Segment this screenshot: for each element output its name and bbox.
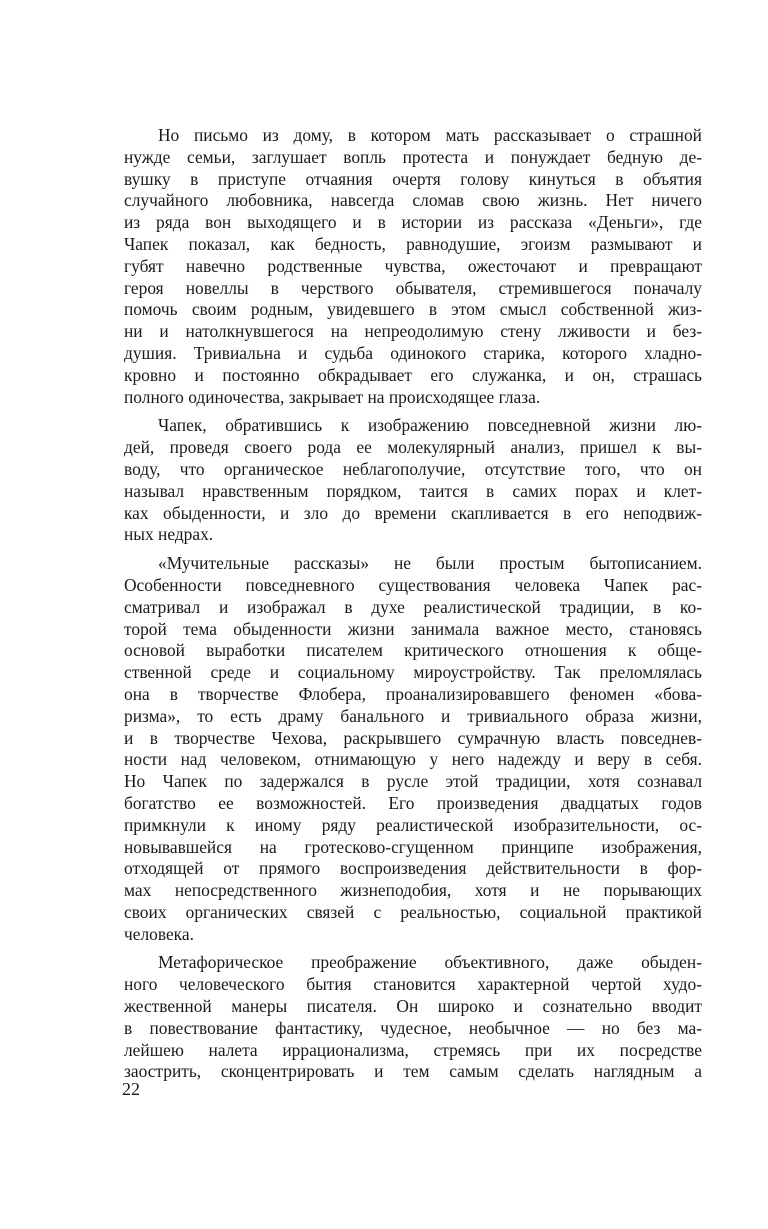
text-line: ках обыденности, и зло до времени скапливается в его неподвиж- <box>124 502 702 523</box>
text-line: и в творчестве Чехова, раскрывшего сумрачную власть повседнев- <box>124 727 702 748</box>
paragraph <box>124 553 702 945</box>
text-line: Но письмо из дому, в котором мать рассказывает о страшной <box>158 125 702 145</box>
text-line: помочь своим родным, увидевшего в этом смысл собственной жиз- <box>124 299 702 320</box>
text-line: ных недрах. <box>124 524 214 545</box>
text-line: отходящей от прямого воспроизведения действительности в фор- <box>124 858 702 879</box>
text-line: «Мучительные рассказы» не были простым бытописанием. <box>158 553 702 574</box>
text-line: ного человеческого бытия становится характерной чертой худо- <box>124 974 702 995</box>
text-line: Но Чапек по задержался в русле этой традиции, хотя сознавал <box>124 771 702 792</box>
text-line: воду, что органическое неблагополучие, отсутствие того, что он <box>124 458 702 479</box>
text-line: Особенности повседневного существования человека Чапек рас- <box>124 574 702 595</box>
text-line: ни и натолкнувшегося на непреодолимую стену лживости и без- <box>124 321 702 342</box>
paragraph <box>124 415 702 546</box>
text-line: новывавшейся на гротесково-сгущенном принципе изображения, <box>124 836 702 857</box>
text-line: заострить, сконцентрировать и тем самым сделать наглядным а <box>124 1061 702 1082</box>
text-line: называл нравственным порядком, таится в самих порах и клет- <box>124 480 702 501</box>
text-line: дей, проведя своего рода ее молекулярный анализ, пришел к вы- <box>124 437 702 458</box>
text-line: жественной манеры писателя. Он широко и сознательно вводит <box>124 996 702 1017</box>
text-line: случайного любовника, навсегда сломав свою жизнь. Нет ничего <box>124 190 702 211</box>
body-text <box>124 125 702 1083</box>
text-line: в повествование фантастику, чудесное, необычное — но без ма- <box>124 1017 702 1038</box>
text-line: торой тема обыденности жизни занимала важное место, становясь <box>124 618 702 639</box>
text-line: основой выработки писателем критического отношения к обще- <box>124 640 702 661</box>
text-line: примкнули к иному ряду реалистической изобразительности, ос- <box>124 814 702 835</box>
paragraph-gap <box>124 408 702 415</box>
text-line: сматривал и изображал в духе реалистической традиции, в ко- <box>124 596 702 617</box>
text-line: ризма», то есть драму банального и тривиального образа жизни, <box>124 705 702 726</box>
text-line: лейшею налета иррационализма, стремясь при их посредстве <box>124 1039 702 1060</box>
text-line: героя новеллы в черствого обывателя, стремившегося поначалу <box>124 277 702 298</box>
text-line: ственной среде и социальному мироустройству. Так преломлялась <box>124 662 702 683</box>
text-line: нужде семьи, заглушает вопль протеста и понуждает бедную де- <box>124 146 702 167</box>
text-line: Чапек, обратившись к изображению повседневной жизни лю- <box>158 415 702 436</box>
text-line: своих органических связей с реальностью, социальной практикой <box>124 901 702 922</box>
paragraph-gap <box>124 546 702 553</box>
text-line: вушку в приступе отчаяния очертя голову кинуться в объятия <box>124 168 702 189</box>
text-line: мах непосредственного жизнеподобия, хотя и не порывающих <box>124 880 702 901</box>
text-line: Чапек показал, как бедность, равнодушие, эгоизм размывают и <box>124 233 702 254</box>
paragraph-gap <box>124 945 702 952</box>
text-line: она в творчестве Флобера, проанализировавшего феномен «бова- <box>124 683 702 704</box>
page-number: 22 <box>122 1079 140 1099</box>
text-line: Метафорическое преображение объективного, даже обыден- <box>158 952 702 973</box>
paragraph <box>124 952 702 1083</box>
text-line: губят навечно родственные чувства, ожесточают и превращают <box>124 255 702 276</box>
text-line: из ряда вон выходящего и в истории из рассказа «Деньги», где <box>124 212 702 233</box>
text-line: кровно и постоянно обкрадывает его служанка, и он, страшась <box>124 364 702 385</box>
paragraph <box>124 125 702 408</box>
text-line: ности над человеком, отнимающую у него надежду и веру в себя. <box>124 749 702 770</box>
text-line: человека. <box>124 923 194 944</box>
text-line: богатство ее возможностей. Его произведения двадцатых годов <box>124 792 702 813</box>
text-line: душия. Тривиальна и судьба одинокого старика, которого хладно- <box>124 342 702 363</box>
text-line: полного одиночества, закрывает на происходящее глаза. <box>124 386 541 407</box>
